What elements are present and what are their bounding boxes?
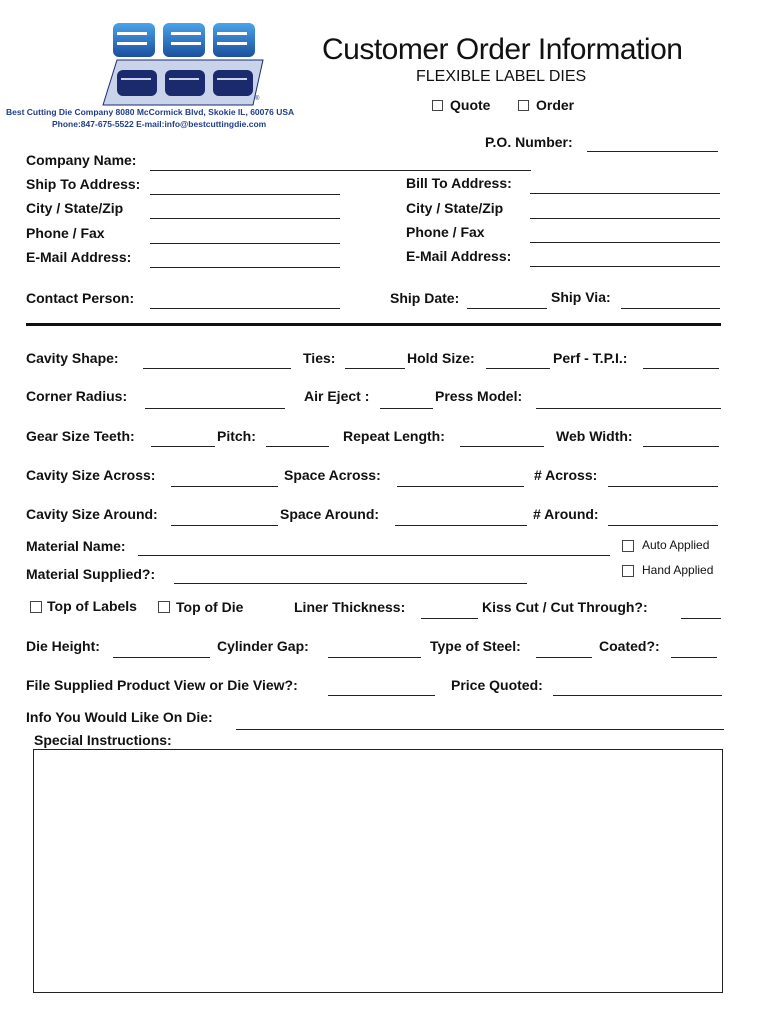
ship-to-address-label: Ship To Address: — [26, 176, 141, 192]
air-eject-field[interactable] — [380, 408, 433, 409]
auto-applied-checkbox[interactable] — [622, 540, 634, 552]
company-name-field[interactable] — [150, 170, 531, 171]
liner-thickness-label: Liner Thickness: — [294, 599, 406, 615]
web-width-field[interactable] — [643, 446, 719, 447]
company-address: Best Cutting Die Company 8080 McCormick Blvd, Skokie IL, 60076 USA — [6, 107, 295, 117]
info-on-die-field[interactable] — [236, 729, 724, 730]
material-supplied-label: Material Supplied?: — [26, 566, 156, 582]
order-label: Order — [536, 97, 575, 113]
cavity-size-across-field[interactable] — [171, 486, 278, 487]
price-quoted-label: Price Quoted: — [451, 677, 543, 693]
ship-date-field[interactable] — [467, 308, 547, 309]
hand-applied-checkbox[interactable] — [622, 565, 634, 577]
space-around-field[interactable] — [395, 525, 527, 526]
perf-tpi-label: Perf - T.P.I.: — [553, 350, 628, 366]
ties-field[interactable] — [345, 368, 405, 369]
gear-size-teeth-label: Gear Size Teeth: — [26, 428, 135, 444]
ship-email-label: E-Mail Address: — [26, 249, 132, 265]
num-across-label: # Across: — [534, 467, 598, 483]
coated-field[interactable] — [671, 657, 717, 658]
cavity-size-across-label: Cavity Size Across: — [26, 467, 156, 483]
space-across-field[interactable] — [397, 486, 524, 487]
space-around-label: Space Around: — [280, 506, 380, 522]
kiss-cut-field[interactable] — [681, 618, 721, 619]
ship-city-state-zip-field[interactable] — [150, 218, 340, 219]
ties-label: Ties: — [303, 350, 336, 366]
kiss-cut-label: Kiss Cut / Cut Through?: — [482, 599, 648, 615]
auto-applied-label: Auto Applied — [642, 538, 710, 552]
ship-via-label: Ship Via: — [551, 289, 611, 305]
page-title: Customer Order Information — [322, 33, 683, 66]
contact-person-label: Contact Person: — [26, 290, 135, 306]
die-height-field[interactable] — [113, 657, 210, 658]
liner-thickness-field[interactable] — [421, 618, 478, 619]
bill-email-label: E-Mail Address: — [406, 248, 512, 264]
repeat-length-field[interactable] — [460, 446, 544, 447]
quote-label: Quote — [450, 97, 491, 113]
top-of-die-checkbox[interactable] — [158, 601, 170, 613]
press-model-label: Press Model: — [435, 388, 523, 404]
top-of-labels-checkbox[interactable] — [30, 601, 42, 613]
svg-text:®: ® — [255, 96, 260, 102]
page-subtitle: FLEXIBLE LABEL DIES — [416, 68, 587, 85]
ship-to-address-field[interactable] — [150, 194, 340, 195]
ship-email-field[interactable] — [150, 267, 340, 268]
ship-phone-fax-label: Phone / Fax — [26, 225, 105, 241]
type-of-steel-field[interactable] — [536, 657, 592, 658]
ship-phone-fax-field[interactable] — [150, 243, 340, 244]
top-of-labels-label: Top of Labels — [47, 598, 137, 614]
material-name-field[interactable] — [138, 555, 610, 556]
press-model-field[interactable] — [536, 408, 721, 409]
num-across-field[interactable] — [608, 486, 718, 487]
ship-via-field[interactable] — [621, 308, 720, 309]
hand-applied-label: Hand Applied — [642, 563, 714, 577]
pitch-field[interactable] — [266, 446, 329, 447]
po-number-label: P.O. Number: — [485, 134, 573, 150]
bill-phone-fax-label: Phone / Fax — [406, 224, 485, 240]
bill-to-address-field[interactable] — [530, 193, 720, 194]
ship-date-label: Ship Date: — [390, 290, 460, 306]
company-name-label: Company Name: — [26, 152, 137, 168]
corner-radius-field[interactable] — [145, 408, 285, 409]
bill-city-state-zip-field[interactable] — [530, 218, 720, 219]
air-eject-label: Air Eject : — [304, 388, 370, 404]
top-of-die-label: Top of Die — [176, 599, 244, 615]
quote-checkbox[interactable] — [432, 100, 443, 111]
hold-size-field[interactable] — [486, 368, 550, 369]
num-around-label: # Around: — [533, 506, 599, 522]
special-instructions-label: Special Instructions: — [34, 732, 172, 748]
bill-to-address-label: Bill To Address: — [406, 175, 512, 191]
cavity-size-around-label: Cavity Size Around: — [26, 506, 158, 522]
cylinder-gap-field[interactable] — [328, 657, 421, 658]
corner-radius-label: Corner Radius: — [26, 388, 128, 404]
ship-city-state-zip-label: City / State/Zip — [26, 200, 124, 216]
space-across-label: Space Across: — [284, 467, 381, 483]
cavity-shape-field[interactable] — [143, 368, 291, 369]
contact-person-field[interactable] — [150, 308, 340, 309]
order-checkbox[interactable] — [518, 100, 529, 111]
price-quoted-field[interactable] — [553, 695, 722, 696]
gear-size-teeth-field[interactable] — [151, 446, 215, 447]
coated-label: Coated?: — [599, 638, 660, 654]
po-number-field[interactable] — [587, 151, 718, 152]
info-on-die-label: Info You Would Like On Die: — [26, 709, 213, 725]
file-supplied-label: File Supplied Product View or Die View?: — [26, 677, 298, 693]
pitch-label: Pitch: — [217, 428, 256, 444]
num-around-field[interactable] — [608, 525, 718, 526]
material-name-label: Material Name: — [26, 538, 126, 554]
material-supplied-field[interactable] — [174, 583, 527, 584]
bill-city-state-zip-label: City / State/Zip — [406, 200, 504, 216]
perf-tpi-field[interactable] — [643, 368, 719, 369]
die-height-label: Die Height: — [26, 638, 100, 654]
cavity-size-around-field[interactable] — [171, 525, 278, 526]
file-supplied-field[interactable] — [328, 695, 435, 696]
hold-size-label: Hold Size: — [407, 350, 475, 366]
cylinder-gap-label: Cylinder Gap: — [217, 638, 309, 654]
type-of-steel-label: Type of Steel: — [430, 638, 521, 654]
company-logo — [95, 20, 270, 110]
special-instructions-box[interactable] — [33, 749, 723, 993]
cavity-shape-label: Cavity Shape: — [26, 350, 119, 366]
bill-phone-fax-field[interactable] — [530, 242, 720, 243]
bill-email-field[interactable] — [530, 266, 720, 267]
section-divider — [26, 323, 721, 326]
company-contact: Phone:847-675-5522 E-mail:info@bestcuttingdie.com — [52, 119, 267, 129]
repeat-length-label: Repeat Length: — [343, 428, 445, 444]
web-width-label: Web Width: — [556, 428, 633, 444]
